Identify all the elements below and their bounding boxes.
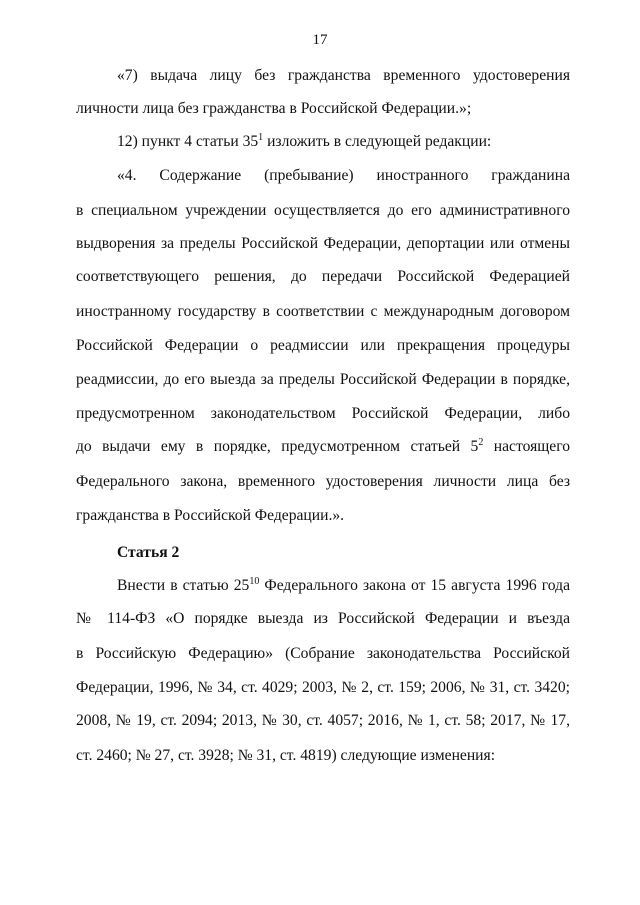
article-heading: Статья 2 [117, 544, 180, 561]
text-line: соответствующего решения, до передачи Российской Федерацией [76, 268, 570, 285]
text-line: Внести в статью $25^{10}$ Федерального закона от 15 августа 1996 года [117, 576, 570, 594]
text-line: 2008, № 19, ст. 2094; 2013, № 30, ст. 4057; 2016, № 1, ст. 58; 2017, № 17, [76, 712, 570, 729]
text-line: в специальном учреждении осуществляется до его административного [76, 202, 570, 219]
text-line: предусмотренном законодательством Российской Федерации, либо [76, 405, 570, 422]
text-line: гражданства в Российской Федерации.». [76, 507, 345, 524]
text-line: до выдачи ему в порядке, предусмотренном статьей $5^2$ настоящего [76, 437, 570, 455]
text-line: № 114-ФЗ «О порядке выезда из Российской Федерации и въезда [76, 610, 570, 627]
text-line: Федерального закона, временного удостоверения личности лица без [76, 473, 570, 490]
text-line: иностранному государству в соответствии с международным договором [76, 303, 570, 320]
text-line: выдворения за пределы Российской Федерации, депортации или отмены [76, 235, 570, 252]
text-line: 12) пункт 4 статьи $35^1$ изложить в следующей редакции: [117, 132, 492, 150]
text-line: Федерации, 1996, № 34, ст. 4029; 2003, № 2, ст. 159; 2006, № 31, ст. 3420; [76, 679, 570, 696]
text-line: «4. Содержание (пребывание) иностранного гражданина [117, 167, 570, 184]
text-line: «7) выдача лицу без гражданства временного удостоверения [117, 67, 570, 84]
text-line: реадмиссии, до его выезда за пределы Российской Федерации в порядке, [76, 371, 570, 388]
text-line: в Российскую Федерацию» (Собрание законодательства Российской [76, 645, 570, 662]
text-line: ст. 2460; № 27, ст. 3928; № 31, ст. 4819) следующие изменения: [76, 747, 496, 764]
text-line: личности лица без гражданства в Российской Федерации.»; [76, 100, 472, 117]
page-number: 17 [312, 32, 328, 48]
text-line: Российской Федерации о реадмиссии или прекращения процедуры [76, 337, 570, 354]
